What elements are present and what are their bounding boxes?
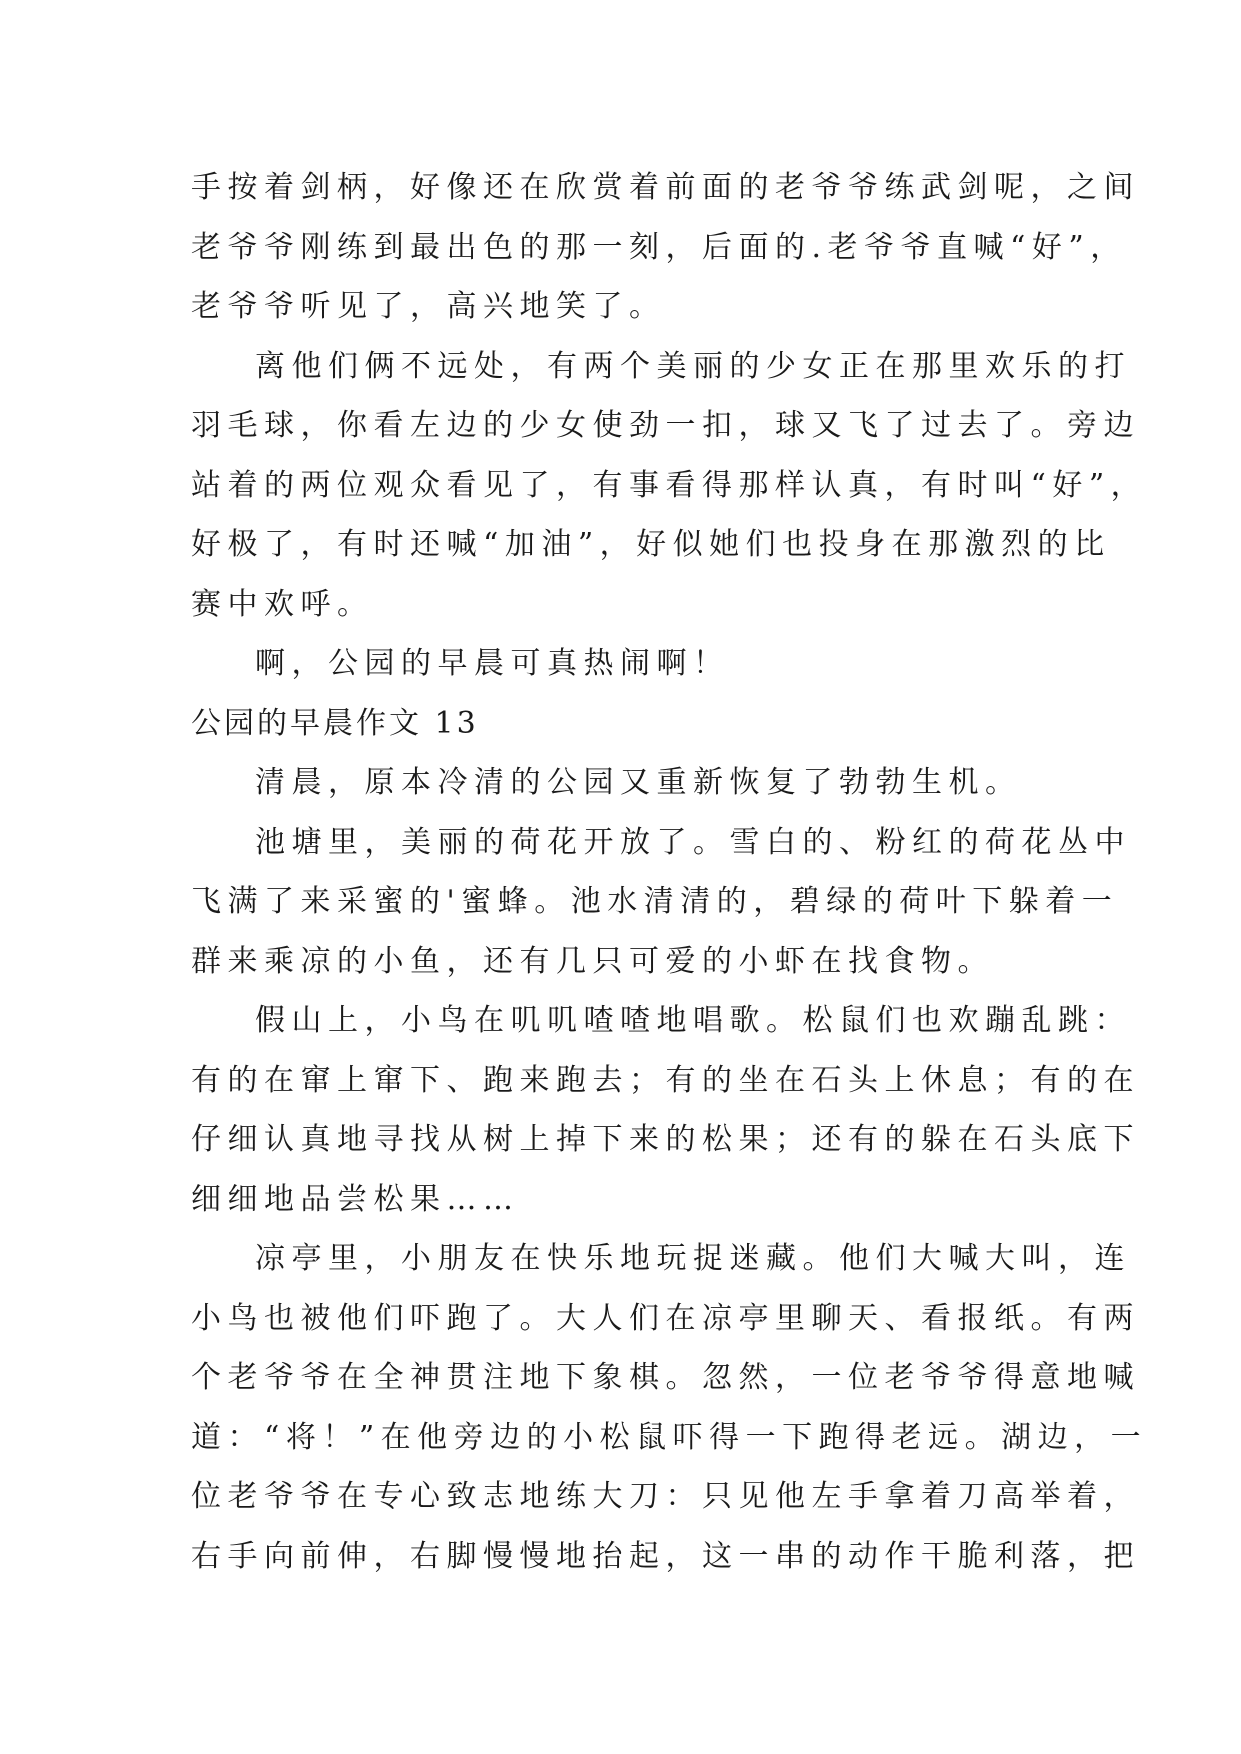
text-line: 假山上，小鸟在叽叽喳喳地唱歌。松鼠们也欢蹦乱跳： xyxy=(255,1003,1131,1038)
text-line: 细细地品尝松果…… xyxy=(191,1181,520,1217)
text-line: 手按着剑柄，好像还在欣赏着前面的老爷爷练武剑呢，之间 xyxy=(191,170,1140,205)
text-line: 老爷爷听见了，高兴地笑了。 xyxy=(191,289,666,324)
text-line: 好极了，有时还喊“加油”，好似她们也投身在那激烈的比 xyxy=(191,527,1111,562)
text-line: 老爷爷刚练到最出色的那一刻，后面的.老爷爷直喊“好”， xyxy=(191,229,1127,265)
text-line: 仔细认真地寻找从树上掉下来的松果；还有的躲在石头底下 xyxy=(191,1122,1140,1157)
text-line: 凉亭里，小朋友在快乐地玩捉迷藏。他们大喊大叫，连 xyxy=(255,1241,1131,1276)
paragraph xyxy=(191,634,1051,694)
text-line: 池塘里，美丽的荷花开放了。雪白的、粉红的荷花丛中 xyxy=(255,824,1131,860)
text-line: 赛中欢呼。 xyxy=(191,586,374,622)
section-heading xyxy=(191,694,1051,754)
text-line: 站着的两位观众看见了，有事看得那样认真，有时叫“好”， xyxy=(191,467,1148,503)
text-line: 右手向前伸，右脚慢慢地抬起，这一串的动作干脆利落，把 xyxy=(191,1538,1140,1574)
text-line: 清晨，原本冷清的公园又重新恢复了勃勃生机。 xyxy=(255,765,1022,800)
text-line: 啊，公园的早晨可真热闹啊！ xyxy=(255,646,730,681)
text-line: 个老爷爷在全神贯注地下象棋。忽然，一位老爷爷得意地喊 xyxy=(191,1360,1140,1395)
paragraph xyxy=(191,991,1140,1229)
document-body xyxy=(191,158,1148,1586)
text-line: 飞满了来采蜜的'蜜蜂。池水清清的，碧绿的荷叶下躲着一 xyxy=(191,884,1119,919)
text-line: 群来乘凉的小鱼，还有几只可爱的小虾在找食物。 xyxy=(191,943,994,979)
paragraph xyxy=(191,1229,1148,1586)
text-line: 位老爷爷在专心致志地练大刀：只见他左手拿着刀高举着， xyxy=(191,1479,1140,1514)
paragraph xyxy=(191,158,1140,337)
paragraph xyxy=(191,813,1131,992)
text-line: 有的在窜上窜下、跑来跑去；有的坐在石头上休息；有的在 xyxy=(191,1062,1140,1098)
heading-text: 公园的早晨作文 13 xyxy=(191,705,479,741)
paragraph xyxy=(191,337,1148,635)
paragraph xyxy=(191,753,1051,813)
text-line: 道：“将！”在他旁边的小松鼠吓得一下跑得老远。湖边，一 xyxy=(191,1419,1148,1455)
text-line: 离他们俩不远处，有两个美丽的少女正在那里欢乐的打 xyxy=(255,348,1131,384)
text-line: 羽毛球，你看左边的少女使劲一扣，球又飞了过去了。旁边 xyxy=(191,408,1140,443)
text-line: 小鸟也被他们吓跑了。大人们在凉亭里聊天、看报纸。有两 xyxy=(191,1300,1140,1336)
